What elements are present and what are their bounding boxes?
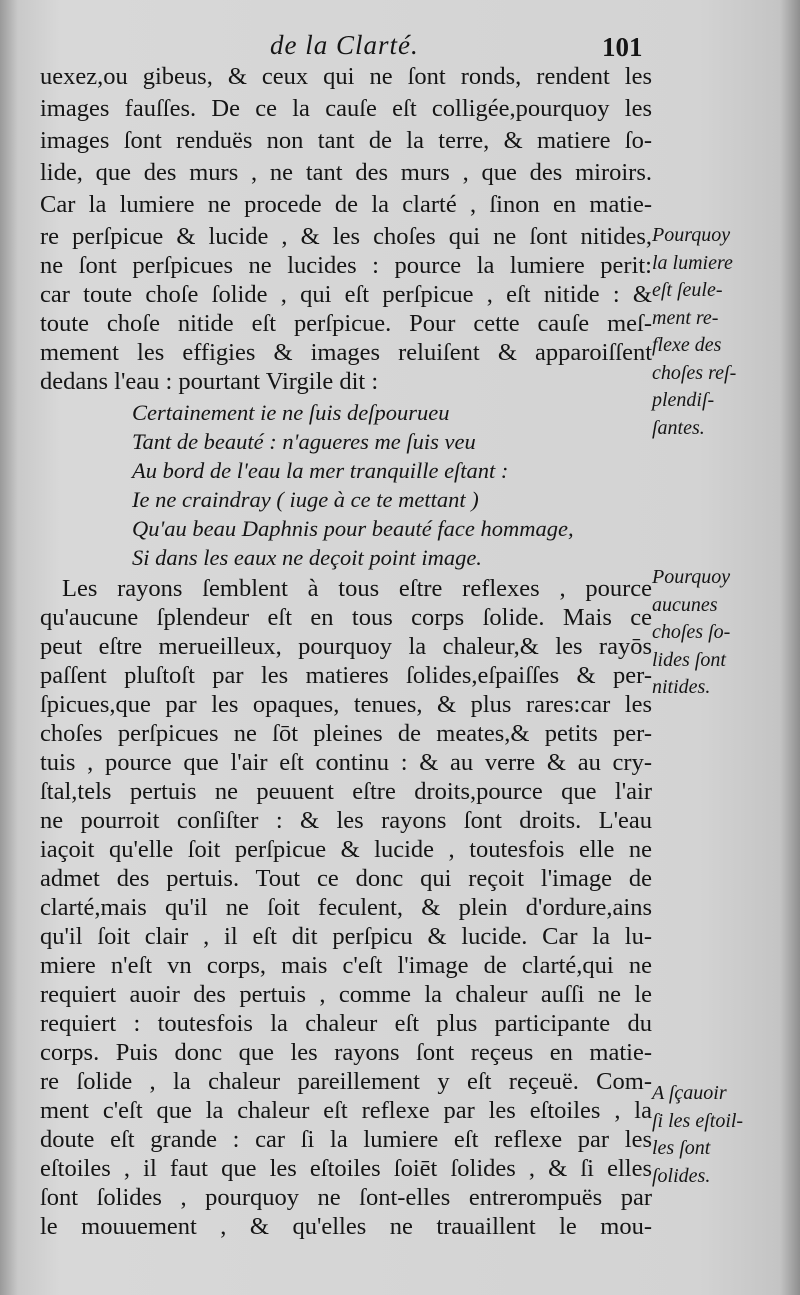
text-line: uexez,ou gibeus, & ceux qui ne ſont ronds, rendent les [40,63,652,90]
text-line: iaçoit qu'elle ſoit perſpicue & lucide , toutesfois elle ne [40,836,652,863]
text-line: qu'aucune ſplendeur eſt en tous corps ſolide. Mais ce [40,604,652,631]
text-line: choſes perſpicues ne ſōt pleines de meates,& petits per- [40,720,652,747]
text-line: requiert auoir des pertuis , comme la chaleur auſſi ne le [40,981,652,1008]
margin-note [652,222,792,442]
page-number: 101 [602,32,643,62]
text-line: ſpicues,que par les opaques, tenues, & plus rares:car les [40,691,652,718]
text-line: tuis , pource que l'air eſt continu : & au verre & au cry- [40,749,652,776]
text-line: Car la lumiere ne procede de la clarté , ſinon en matie- [40,191,652,218]
text-line: re ſolide , la chaleur pareillement y eſt reçeuë. Com- [40,1068,652,1095]
text-line: mement les effigies & images reluiſent & apparoiſſent [40,339,652,366]
margin-note-line: ſantes. [652,416,705,439]
verse-line: Au bord de l'eau la mer tranquille eſtant : [132,458,509,483]
margin-note-line: A ſçauoir [652,1082,727,1104]
text-line: toute choſe nitide eſt perſpicue. Pour cette cauſe meſ- [40,310,652,337]
margin-note-line: ſolides. [652,1164,711,1187]
text-line: car toute choſe ſolide , qui eſt perſpicue , eſt nitide : & [40,281,652,308]
text-line: ment c'eſt que la chaleur eſt reflexe par les eſtoiles , la [40,1097,652,1124]
margin-note-line: eſt ſeule- [652,279,723,301]
margin-note [652,564,792,702]
margin-note-line: flexe des [652,334,722,356]
verse-line: Tant de beauté : n'agueres me ſuis veu [132,429,476,454]
verse-line: Certainement ie ne ſuis deſpourueu [132,400,450,425]
margin-note-line: lides ſont [652,648,726,671]
verse-line: Ie ne craindray ( iuge à ce te mettant ) [132,487,479,512]
text-line: ſont ſolides , pourquoy ne ſont-elles entrerompuës par [40,1184,652,1211]
text-line: ſtal,tels pertuis ne peuuent eſtre droits,pource que l'air [40,778,652,805]
margin-note-line: nitides. [652,676,711,698]
text-line: doute eſt grande : car ſi la lumiere eſt reflexe par les [40,1126,652,1153]
text-line: eſtoiles , il faut que les eſtoiles ſoiēt ſolides , & ſi elles [40,1155,652,1182]
text-line: images ſont renduës non tant de la terre, & matiere ſo- [40,127,652,154]
margin-note-line: ment re- [652,306,719,329]
text-line: qu'il ſoit clair , il eſt dit perſpicu & lucide. Car la lu- [40,923,652,950]
text-line: peut eſtre merueilleux, pourquoy la chaleur,& les rayōs [40,633,652,660]
text-line: images fauſſes. De ce la cauſe eſt colligée,pourquoy les [40,95,652,122]
margin-note-line: la lumiere [652,251,733,274]
text-line: ne pourroit conſiſter : & les rayons ſont droits. L'eau [40,807,652,834]
running-title: de la Clarté. [270,30,419,60]
text-line: corps. Puis donc que les rayons ſont reçeus en matie- [40,1039,652,1066]
text-line: dedans l'eau : pourtant Virgile dit : [40,368,379,395]
text-line: miere n'eſt vn corps, mais c'eſt l'image de clarté,qui ne [40,952,652,979]
margin-note-line: choſes reſ- [652,361,737,384]
margin-note-line: choſes ſo- [652,621,731,643]
text-line: lide, que des murs , ne tant des murs , que des miroirs. [40,159,652,186]
margin-note-line: plendiſ- [652,389,715,411]
verse-line: Si dans les eaux ne deçoit point image. [132,545,482,570]
margin-note-line: ſi les eſtoil- [652,1109,744,1132]
text-line: ne ſont perſpicues ne lucides : pource la lumiere perit: [40,252,652,279]
text-line: le mouuement , & qu'elles ne trauaillent le mou- [40,1213,652,1240]
margin-note-line: aucunes [652,593,718,616]
verse-line: Qu'au beau Daphnis pour beauté face hommage, [132,516,574,541]
text-line: Les rayons ſemblent à tous eſtre reflexes , pource [62,575,652,602]
text-line: clarté,mais qu'il ne ſoit feculent, & plein d'ordure,ains [40,894,652,921]
margin-note-line: Pourquoy [652,566,731,588]
margin-note-line: Pourquoy [652,224,731,246]
text-line: admet des pertuis. Tout ce donc qui reçoit l'image de [40,865,652,892]
text-line: re perſpicue & lucide , & les choſes qui ne ſont nitides, [40,223,652,250]
text-line: requiert : toutesfois la chaleur eſt plus participante du [40,1010,652,1037]
text-line: paſſent pluſtoſt par les matieres ſolides,eſpaiſſes & per- [40,662,652,689]
margin-note-line: les ſont [652,1137,711,1159]
margin-note [652,1080,792,1190]
